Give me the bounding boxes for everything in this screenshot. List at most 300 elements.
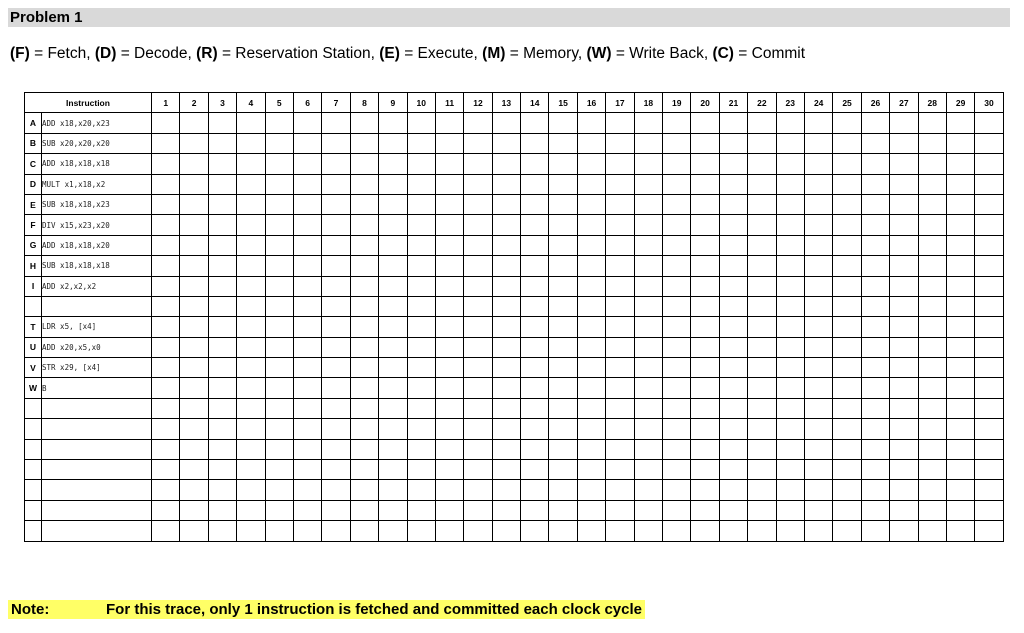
cycle-cell[interactable] (521, 419, 549, 439)
cycle-cell[interactable] (237, 154, 265, 174)
cycle-cell[interactable] (748, 500, 776, 520)
cycle-cell[interactable] (549, 419, 577, 439)
cycle-cell[interactable] (776, 398, 804, 418)
cycle-cell[interactable] (663, 174, 691, 194)
cycle-cell[interactable] (435, 500, 463, 520)
cycle-cell[interactable] (435, 398, 463, 418)
cycle-cell[interactable] (890, 439, 918, 459)
cycle-cell[interactable] (322, 460, 350, 480)
cycle-cell[interactable] (663, 419, 691, 439)
cycle-cell[interactable] (975, 113, 1003, 133)
cycle-cell[interactable] (918, 378, 946, 398)
cycle-cell[interactable] (918, 154, 946, 174)
cycle-cell[interactable] (237, 419, 265, 439)
cycle-cell[interactable] (549, 378, 577, 398)
cycle-cell[interactable] (804, 154, 832, 174)
cycle-cell[interactable] (890, 480, 918, 500)
cycle-cell[interactable] (265, 378, 293, 398)
cycle-cell[interactable] (350, 215, 378, 235)
cycle-cell[interactable] (464, 133, 492, 153)
cycle-cell[interactable] (379, 174, 407, 194)
cycle-cell[interactable] (293, 194, 321, 214)
cycle-cell[interactable] (918, 296, 946, 316)
cycle-cell[interactable] (606, 337, 634, 357)
cycle-cell[interactable] (606, 521, 634, 541)
cycle-cell[interactable] (776, 256, 804, 276)
cycle-cell[interactable] (890, 296, 918, 316)
cycle-cell[interactable] (237, 358, 265, 378)
cycle-cell[interactable] (265, 174, 293, 194)
cycle-cell[interactable] (918, 480, 946, 500)
cycle-cell[interactable] (890, 358, 918, 378)
cycle-cell[interactable] (152, 133, 180, 153)
cycle-cell[interactable] (861, 460, 889, 480)
cycle-cell[interactable] (237, 174, 265, 194)
cycle-cell[interactable] (833, 419, 861, 439)
cycle-cell[interactable] (492, 521, 520, 541)
cycle-cell[interactable] (719, 317, 747, 337)
cycle-cell[interactable] (549, 154, 577, 174)
cycle-cell[interactable] (152, 235, 180, 255)
cycle-cell[interactable] (379, 439, 407, 459)
cycle-cell[interactable] (492, 154, 520, 174)
cycle-cell[interactable] (606, 317, 634, 337)
cycle-cell[interactable] (748, 215, 776, 235)
cycle-cell[interactable] (293, 480, 321, 500)
cycle-cell[interactable] (379, 521, 407, 541)
cycle-cell[interactable] (265, 500, 293, 520)
cycle-cell[interactable] (265, 358, 293, 378)
cycle-cell[interactable] (237, 521, 265, 541)
cycle-cell[interactable] (861, 215, 889, 235)
cycle-cell[interactable] (577, 194, 605, 214)
cycle-cell[interactable] (634, 378, 662, 398)
cycle-cell[interactable] (464, 378, 492, 398)
cycle-cell[interactable] (663, 113, 691, 133)
cycle-cell[interactable] (918, 113, 946, 133)
cycle-cell[interactable] (918, 419, 946, 439)
cycle-cell[interactable] (152, 358, 180, 378)
cycle-cell[interactable] (748, 296, 776, 316)
cycle-cell[interactable] (322, 215, 350, 235)
cycle-cell[interactable] (435, 154, 463, 174)
cycle-cell[interactable] (776, 419, 804, 439)
cycle-cell[interactable] (719, 256, 747, 276)
cycle-cell[interactable] (975, 133, 1003, 153)
cycle-cell[interactable] (804, 500, 832, 520)
cycle-cell[interactable] (350, 276, 378, 296)
cycle-cell[interactable] (861, 256, 889, 276)
cycle-cell[interactable] (577, 419, 605, 439)
cycle-cell[interactable] (890, 215, 918, 235)
cycle-cell[interactable] (379, 113, 407, 133)
cycle-cell[interactable] (890, 500, 918, 520)
cycle-cell[interactable] (691, 174, 719, 194)
cycle-cell[interactable] (776, 337, 804, 357)
cycle-cell[interactable] (435, 337, 463, 357)
cycle-cell[interactable] (748, 480, 776, 500)
cycle-cell[interactable] (464, 174, 492, 194)
cycle-cell[interactable] (634, 337, 662, 357)
cycle-cell[interactable] (719, 439, 747, 459)
cycle-cell[interactable] (208, 133, 236, 153)
cycle-cell[interactable] (691, 460, 719, 480)
cycle-cell[interactable] (152, 296, 180, 316)
cycle-cell[interactable] (152, 215, 180, 235)
cycle-cell[interactable] (577, 460, 605, 480)
cycle-cell[interactable] (549, 398, 577, 418)
cycle-cell[interactable] (946, 398, 974, 418)
cycle-cell[interactable] (350, 337, 378, 357)
cycle-cell[interactable] (663, 215, 691, 235)
cycle-cell[interactable] (719, 337, 747, 357)
cycle-cell[interactable] (833, 439, 861, 459)
cycle-cell[interactable] (407, 133, 435, 153)
cycle-cell[interactable] (435, 358, 463, 378)
cycle-cell[interactable] (946, 276, 974, 296)
cycle-cell[interactable] (464, 480, 492, 500)
cycle-cell[interactable] (691, 133, 719, 153)
cycle-cell[interactable] (293, 154, 321, 174)
cycle-cell[interactable] (152, 460, 180, 480)
cycle-cell[interactable] (918, 215, 946, 235)
cycle-cell[interactable] (606, 378, 634, 398)
cycle-cell[interactable] (577, 296, 605, 316)
cycle-cell[interactable] (663, 337, 691, 357)
cycle-cell[interactable] (350, 480, 378, 500)
cycle-cell[interactable] (322, 398, 350, 418)
cycle-cell[interactable] (208, 154, 236, 174)
cycle-cell[interactable] (918, 133, 946, 153)
cycle-cell[interactable] (890, 174, 918, 194)
cycle-cell[interactable] (833, 460, 861, 480)
cycle-cell[interactable] (606, 113, 634, 133)
cycle-cell[interactable] (350, 398, 378, 418)
cycle-cell[interactable] (237, 256, 265, 276)
cycle-cell[interactable] (975, 296, 1003, 316)
cycle-cell[interactable] (521, 113, 549, 133)
cycle-cell[interactable] (833, 235, 861, 255)
cycle-cell[interactable] (435, 194, 463, 214)
cycle-cell[interactable] (663, 521, 691, 541)
cycle-cell[interactable] (804, 358, 832, 378)
cycle-cell[interactable] (350, 439, 378, 459)
cycle-cell[interactable] (492, 235, 520, 255)
cycle-cell[interactable] (521, 215, 549, 235)
cycle-cell[interactable] (861, 337, 889, 357)
cycle-cell[interactable] (180, 439, 208, 459)
cycle-cell[interactable] (407, 256, 435, 276)
cycle-cell[interactable] (492, 480, 520, 500)
cycle-cell[interactable] (521, 317, 549, 337)
cycle-cell[interactable] (180, 398, 208, 418)
cycle-cell[interactable] (748, 460, 776, 480)
cycle-cell[interactable] (237, 133, 265, 153)
cycle-cell[interactable] (663, 133, 691, 153)
cycle-cell[interactable] (946, 113, 974, 133)
cycle-cell[interactable] (634, 113, 662, 133)
cycle-cell[interactable] (975, 276, 1003, 296)
cycle-cell[interactable] (776, 358, 804, 378)
cycle-cell[interactable] (975, 235, 1003, 255)
cycle-cell[interactable] (890, 256, 918, 276)
cycle-cell[interactable] (776, 521, 804, 541)
cycle-cell[interactable] (379, 378, 407, 398)
cycle-cell[interactable] (435, 419, 463, 439)
cycle-cell[interactable] (293, 521, 321, 541)
cycle-cell[interactable] (776, 296, 804, 316)
cycle-cell[interactable] (265, 419, 293, 439)
cycle-cell[interactable] (890, 154, 918, 174)
cycle-cell[interactable] (719, 521, 747, 541)
cycle-cell[interactable] (492, 398, 520, 418)
cycle-cell[interactable] (606, 480, 634, 500)
cycle-cell[interactable] (265, 521, 293, 541)
cycle-cell[interactable] (577, 174, 605, 194)
cycle-cell[interactable] (975, 317, 1003, 337)
cycle-cell[interactable] (663, 317, 691, 337)
cycle-cell[interactable] (265, 439, 293, 459)
cycle-cell[interactable] (861, 439, 889, 459)
cycle-cell[interactable] (691, 358, 719, 378)
cycle-cell[interactable] (776, 174, 804, 194)
cycle-cell[interactable] (180, 235, 208, 255)
cycle-cell[interactable] (180, 419, 208, 439)
cycle-cell[interactable] (748, 113, 776, 133)
cycle-cell[interactable] (521, 133, 549, 153)
cycle-cell[interactable] (265, 133, 293, 153)
cycle-cell[interactable] (663, 256, 691, 276)
cycle-cell[interactable] (634, 500, 662, 520)
cycle-cell[interactable] (748, 276, 776, 296)
cycle-cell[interactable] (152, 154, 180, 174)
cycle-cell[interactable] (890, 419, 918, 439)
cycle-cell[interactable] (265, 317, 293, 337)
cycle-cell[interactable] (606, 256, 634, 276)
cycle-cell[interactable] (634, 296, 662, 316)
cycle-cell[interactable] (833, 276, 861, 296)
cycle-cell[interactable] (861, 480, 889, 500)
cycle-cell[interactable] (634, 358, 662, 378)
cycle-cell[interactable] (748, 256, 776, 276)
cycle-cell[interactable] (833, 337, 861, 357)
cycle-cell[interactable] (946, 235, 974, 255)
cycle-cell[interactable] (634, 480, 662, 500)
cycle-cell[interactable] (577, 439, 605, 459)
cycle-cell[interactable] (776, 113, 804, 133)
cycle-cell[interactable] (293, 398, 321, 418)
cycle-cell[interactable] (946, 480, 974, 500)
cycle-cell[interactable] (521, 337, 549, 357)
cycle-cell[interactable] (152, 276, 180, 296)
cycle-cell[interactable] (804, 337, 832, 357)
cycle-cell[interactable] (861, 317, 889, 337)
cycle-cell[interactable] (606, 194, 634, 214)
cycle-cell[interactable] (890, 317, 918, 337)
cycle-cell[interactable] (435, 215, 463, 235)
cycle-cell[interactable] (521, 276, 549, 296)
cycle-cell[interactable] (634, 194, 662, 214)
cycle-cell[interactable] (464, 194, 492, 214)
cycle-cell[interactable] (719, 500, 747, 520)
cycle-cell[interactable] (833, 113, 861, 133)
cycle-cell[interactable] (719, 113, 747, 133)
cycle-cell[interactable] (776, 460, 804, 480)
cycle-cell[interactable] (691, 398, 719, 418)
cycle-cell[interactable] (492, 113, 520, 133)
cycle-cell[interactable] (152, 500, 180, 520)
cycle-cell[interactable] (918, 521, 946, 541)
cycle-cell[interactable] (663, 296, 691, 316)
cycle-cell[interactable] (237, 113, 265, 133)
cycle-cell[interactable] (663, 235, 691, 255)
cycle-cell[interactable] (521, 174, 549, 194)
cycle-cell[interactable] (322, 419, 350, 439)
cycle-cell[interactable] (407, 500, 435, 520)
cycle-cell[interactable] (407, 378, 435, 398)
cycle-cell[interactable] (606, 398, 634, 418)
cycle-cell[interactable] (975, 154, 1003, 174)
cycle-cell[interactable] (464, 460, 492, 480)
cycle-cell[interactable] (492, 215, 520, 235)
cycle-cell[interactable] (549, 194, 577, 214)
cycle-cell[interactable] (180, 296, 208, 316)
cycle-cell[interactable] (975, 174, 1003, 194)
cycle-cell[interactable] (663, 439, 691, 459)
cycle-cell[interactable] (634, 521, 662, 541)
cycle-cell[interactable] (606, 500, 634, 520)
cycle-cell[interactable] (748, 317, 776, 337)
cycle-cell[interactable] (804, 460, 832, 480)
cycle-cell[interactable] (748, 133, 776, 153)
cycle-cell[interactable] (464, 439, 492, 459)
cycle-cell[interactable] (407, 480, 435, 500)
cycle-cell[interactable] (350, 460, 378, 480)
cycle-cell[interactable] (833, 521, 861, 541)
cycle-cell[interactable] (435, 378, 463, 398)
cycle-cell[interactable] (492, 317, 520, 337)
cycle-cell[interactable] (861, 500, 889, 520)
cycle-cell[interactable] (379, 215, 407, 235)
cycle-cell[interactable] (322, 358, 350, 378)
cycle-cell[interactable] (606, 358, 634, 378)
cycle-cell[interactable] (748, 194, 776, 214)
cycle-cell[interactable] (152, 194, 180, 214)
cycle-cell[interactable] (577, 480, 605, 500)
cycle-cell[interactable] (691, 439, 719, 459)
cycle-cell[interactable] (379, 317, 407, 337)
cycle-cell[interactable] (237, 439, 265, 459)
cycle-cell[interactable] (719, 480, 747, 500)
cycle-cell[interactable] (719, 378, 747, 398)
cycle-cell[interactable] (379, 460, 407, 480)
cycle-cell[interactable] (208, 521, 236, 541)
cycle-cell[interactable] (521, 235, 549, 255)
cycle-cell[interactable] (634, 174, 662, 194)
cycle-cell[interactable] (521, 358, 549, 378)
cycle-cell[interactable] (890, 133, 918, 153)
cycle-cell[interactable] (946, 521, 974, 541)
cycle-cell[interactable] (946, 194, 974, 214)
cycle-cell[interactable] (946, 296, 974, 316)
cycle-cell[interactable] (350, 235, 378, 255)
cycle-cell[interactable] (606, 133, 634, 153)
cycle-cell[interactable] (350, 500, 378, 520)
cycle-cell[interactable] (975, 500, 1003, 520)
cycle-cell[interactable] (379, 133, 407, 153)
cycle-cell[interactable] (804, 480, 832, 500)
cycle-cell[interactable] (861, 521, 889, 541)
cycle-cell[interactable] (890, 113, 918, 133)
cycle-cell[interactable] (407, 398, 435, 418)
cycle-cell[interactable] (918, 398, 946, 418)
cycle-cell[interactable] (350, 521, 378, 541)
cycle-cell[interactable] (918, 500, 946, 520)
cycle-cell[interactable] (293, 500, 321, 520)
cycle-cell[interactable] (890, 460, 918, 480)
cycle-cell[interactable] (521, 154, 549, 174)
cycle-cell[interactable] (634, 439, 662, 459)
cycle-cell[interactable] (492, 194, 520, 214)
cycle-cell[interactable] (350, 317, 378, 337)
cycle-cell[interactable] (691, 194, 719, 214)
cycle-cell[interactable] (435, 480, 463, 500)
cycle-cell[interactable] (435, 296, 463, 316)
cycle-cell[interactable] (435, 521, 463, 541)
cycle-cell[interactable] (180, 337, 208, 357)
cycle-cell[interactable] (464, 419, 492, 439)
cycle-cell[interactable] (208, 378, 236, 398)
cycle-cell[interactable] (663, 358, 691, 378)
cycle-cell[interactable] (549, 317, 577, 337)
cycle-cell[interactable] (208, 398, 236, 418)
cycle-cell[interactable] (719, 174, 747, 194)
cycle-cell[interactable] (748, 154, 776, 174)
cycle-cell[interactable] (293, 419, 321, 439)
cycle-cell[interactable] (265, 256, 293, 276)
cycle-cell[interactable] (577, 133, 605, 153)
cycle-cell[interactable] (293, 256, 321, 276)
cycle-cell[interactable] (691, 276, 719, 296)
cycle-cell[interactable] (265, 113, 293, 133)
cycle-cell[interactable] (946, 460, 974, 480)
cycle-cell[interactable] (719, 154, 747, 174)
cycle-cell[interactable] (663, 154, 691, 174)
cycle-cell[interactable] (521, 439, 549, 459)
cycle-cell[interactable] (208, 256, 236, 276)
cycle-cell[interactable] (237, 296, 265, 316)
cycle-cell[interactable] (208, 113, 236, 133)
cycle-cell[interactable] (663, 378, 691, 398)
cycle-cell[interactable] (435, 439, 463, 459)
cycle-cell[interactable] (975, 480, 1003, 500)
cycle-cell[interactable] (521, 256, 549, 276)
cycle-cell[interactable] (464, 154, 492, 174)
cycle-cell[interactable] (748, 337, 776, 357)
cycle-cell[interactable] (719, 398, 747, 418)
cycle-cell[interactable] (804, 235, 832, 255)
cycle-cell[interactable] (663, 398, 691, 418)
cycle-cell[interactable] (152, 337, 180, 357)
cycle-cell[interactable] (634, 235, 662, 255)
cycle-cell[interactable] (464, 276, 492, 296)
cycle-cell[interactable] (407, 358, 435, 378)
cycle-cell[interactable] (435, 460, 463, 480)
cycle-cell[interactable] (861, 154, 889, 174)
cycle-cell[interactable] (946, 256, 974, 276)
cycle-cell[interactable] (293, 439, 321, 459)
cycle-cell[interactable] (833, 133, 861, 153)
